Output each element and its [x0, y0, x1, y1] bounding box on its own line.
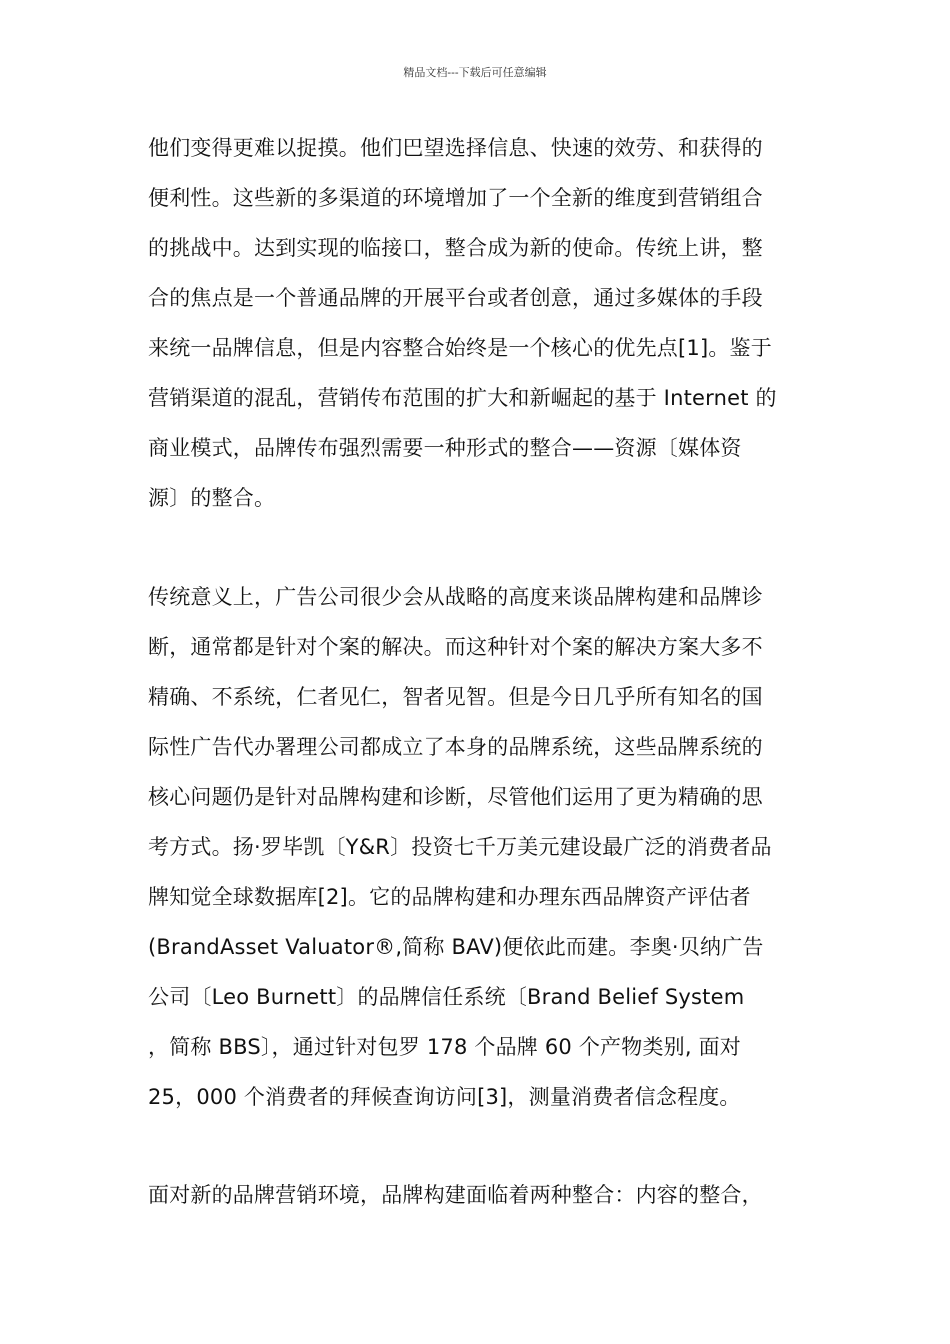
text-line: 他们变得更难以捉摸。他们巴望选择信息、快速的效劳、和获得的 [148, 136, 763, 160]
text-line: 源〕的整合。 [148, 486, 276, 510]
text-line: 面对新的品牌营销环境，品牌构建面临着两种整合：内容的整合， [148, 1183, 763, 1207]
text-line: 便利性。这些新的多渠道的环境增加了一个全新的维度到营销组合 [148, 186, 763, 210]
text-line: 营销渠道的混乱，营销传布范围的扩大和新崛起的基于 Internet 的 [148, 386, 777, 410]
text-line: ，简称 BBS〕，通过针对包罗 178 个品牌 60 个产物类别, 面对 [148, 1035, 742, 1059]
text-line: 合的焦点是一个普通品牌的开展平台或者创意，通过多媒体的手段 [148, 286, 763, 310]
paragraph-1 [148, 123, 818, 523]
paragraph-2 [148, 572, 818, 1122]
text-line: (BrandAsset Valuator®,简称 BAV)便依此而建。李奥·贝纳广告 [148, 935, 764, 959]
text-line: 25，000 个消费者的拜候查询访问[3]，测量消费者信念程度。 [148, 1085, 741, 1109]
text-line: 公司〔Leo Burnett〕的品牌信任系统〔Brand Belief System [148, 985, 745, 1009]
text-line: 际性广告代办署理公司都成立了本身的品牌系统，这些品牌系统的 [148, 735, 763, 759]
paragraph-3 [148, 1170, 818, 1220]
text-line: 的挑战中。达到实现的临接口，整合成为新的使命。传统上讲，整 [148, 236, 763, 260]
text-line: 来统一品牌信息，但是内容整合始终是一个核心的优先点[1]。鉴于 [148, 336, 772, 360]
text-line: 核心问题仍是针对品牌构建和诊断，尽管他们运用了更为精确的思 [148, 785, 763, 809]
text-line: 考方式。扬·罗毕凯〔Y&R〕投资七千万美元建设最广泛的消费者品 [148, 835, 772, 859]
text-line: 精确、不系统，仁者见仁，智者见智。但是今日几乎所有知名的国 [148, 685, 763, 709]
text-line: 断，通常都是针对个案的解决。而这种针对个案的解决方案大多不 [148, 635, 763, 659]
text-line: 商业模式，品牌传布强烈需要一种形式的整合——资源〔媒体资 [148, 436, 742, 460]
page-header: 精品文档---下载后可任意编辑 [403, 66, 547, 79]
text-line: 牌知觉全球数据库[2]。它的品牌构建和办理东西品牌资产评估者 [148, 885, 751, 909]
text-line: 传统意义上，广告公司很少会从战略的高度来谈品牌构建和品牌诊 [148, 585, 763, 609]
